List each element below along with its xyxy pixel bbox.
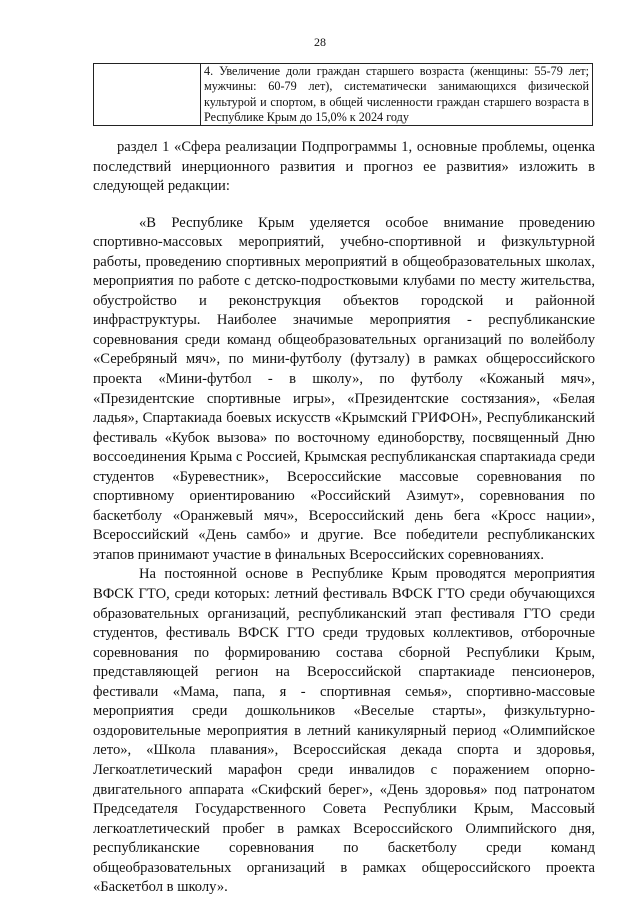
table-row (94, 64, 593, 126)
gto-events-paragraph: На постоянной основе в Республике Крым проводятся мероприятия ВФСК ГТО, среди которых: летний фестиваль ВФСК ГТО среди обучающихся образовательных организаций, республиканский этап фестиваля ГТО среди студентов, фестиваль ВФСК ГТО среди трудовых коллективов, отборочные соревнования по формированию состава сборной Республики Крым, представляющей регион на Всероссийской спартакиаде пенсионеров, фестивали «Мама, папа, я - спортивная семья», спортивно-массовые мероприятия среди дошкольников «Веселые старты», физкультурно-оздоровительные мероприятия в летний каникулярный период «Олимпийское лето», «Школа плавания», Всероссийская декада спорта и здоровья, Легкоатлетический марафон среди инвалидов с поражением опорно-двигательного аппарата «Скифский берег», «День здоровья» под патронатом Председателя Государственного Совета Республики Крым, Массовый легкоатлетический пробег в рамках Всероссийского Олимпийского дня, республиканские соревнования по баскетболу среди команд общеобразовательных организаций в рамках общероссийского проекта «Баскетбол в школу». (93, 566, 595, 896)
page-number: 28 (314, 35, 326, 49)
indicator-table (93, 63, 593, 126)
table-cell-empty (94, 64, 201, 126)
intro-paragraph: раздел 1 «Сфера реализации Подпрограммы 1, основные проблемы, оценка последствий инерционного развития и прогноз ее развития» изложить в следующей редакции: (93, 139, 595, 195)
document-body (93, 138, 595, 898)
table-cell-text: 4. Увеличение доли граждан старшего возраста (женщины: 55-79 лет; мужчины: 60-79 лет), систематически занимающихся физической культурой и спортом, в общей численности граждан старшего возраста в Республике Крым до 15,0% к 2024 году (201, 64, 593, 126)
quoted-paragraph: «В Республике Крым уделяется особое внимание проведению спортивно-массовых мероприятий, учебно-спортивной и физкультурной работы, проведению спортивных мероприятий в общеобразовательных школах, мероприятия по работе с детско-подростковыми клубами по месту жительства, обустройство и реконструкция объектов городской и районной инфраструктуры. Наиболее значимые мероприятия - республиканские соревнования среди команд общеобразовательных организаций по волейболу «Серебряный мяч», по мини-футболу (футзалу) в рамках общероссийского проекта «Мини-футбол - в школу», по футболу «Кожаный мяч», «Президентские спортивные игры», «Президентские состязания», «Белая ладья», Спартакиада боевых искусств «Крымский ГРИФОН», Республиканский фестиваль «Кубок вызова» по восточному единоборству, посвященный Дню воссоединения Крыма с Россией, Крымская республиканская спартакиада среди студентов «Буревестник», Всероссийские массовые соревнования по спортивному ориентированию «Российский Азимут», соревнования по баскетболу «Оранжевый мяч», Всероссийский день бега «Кросс нации», Всероссийский «День самбо» и другие. Все победители республиканских этапов принимают участие в финальных Всероссийских соревнованиях. (93, 214, 595, 563)
